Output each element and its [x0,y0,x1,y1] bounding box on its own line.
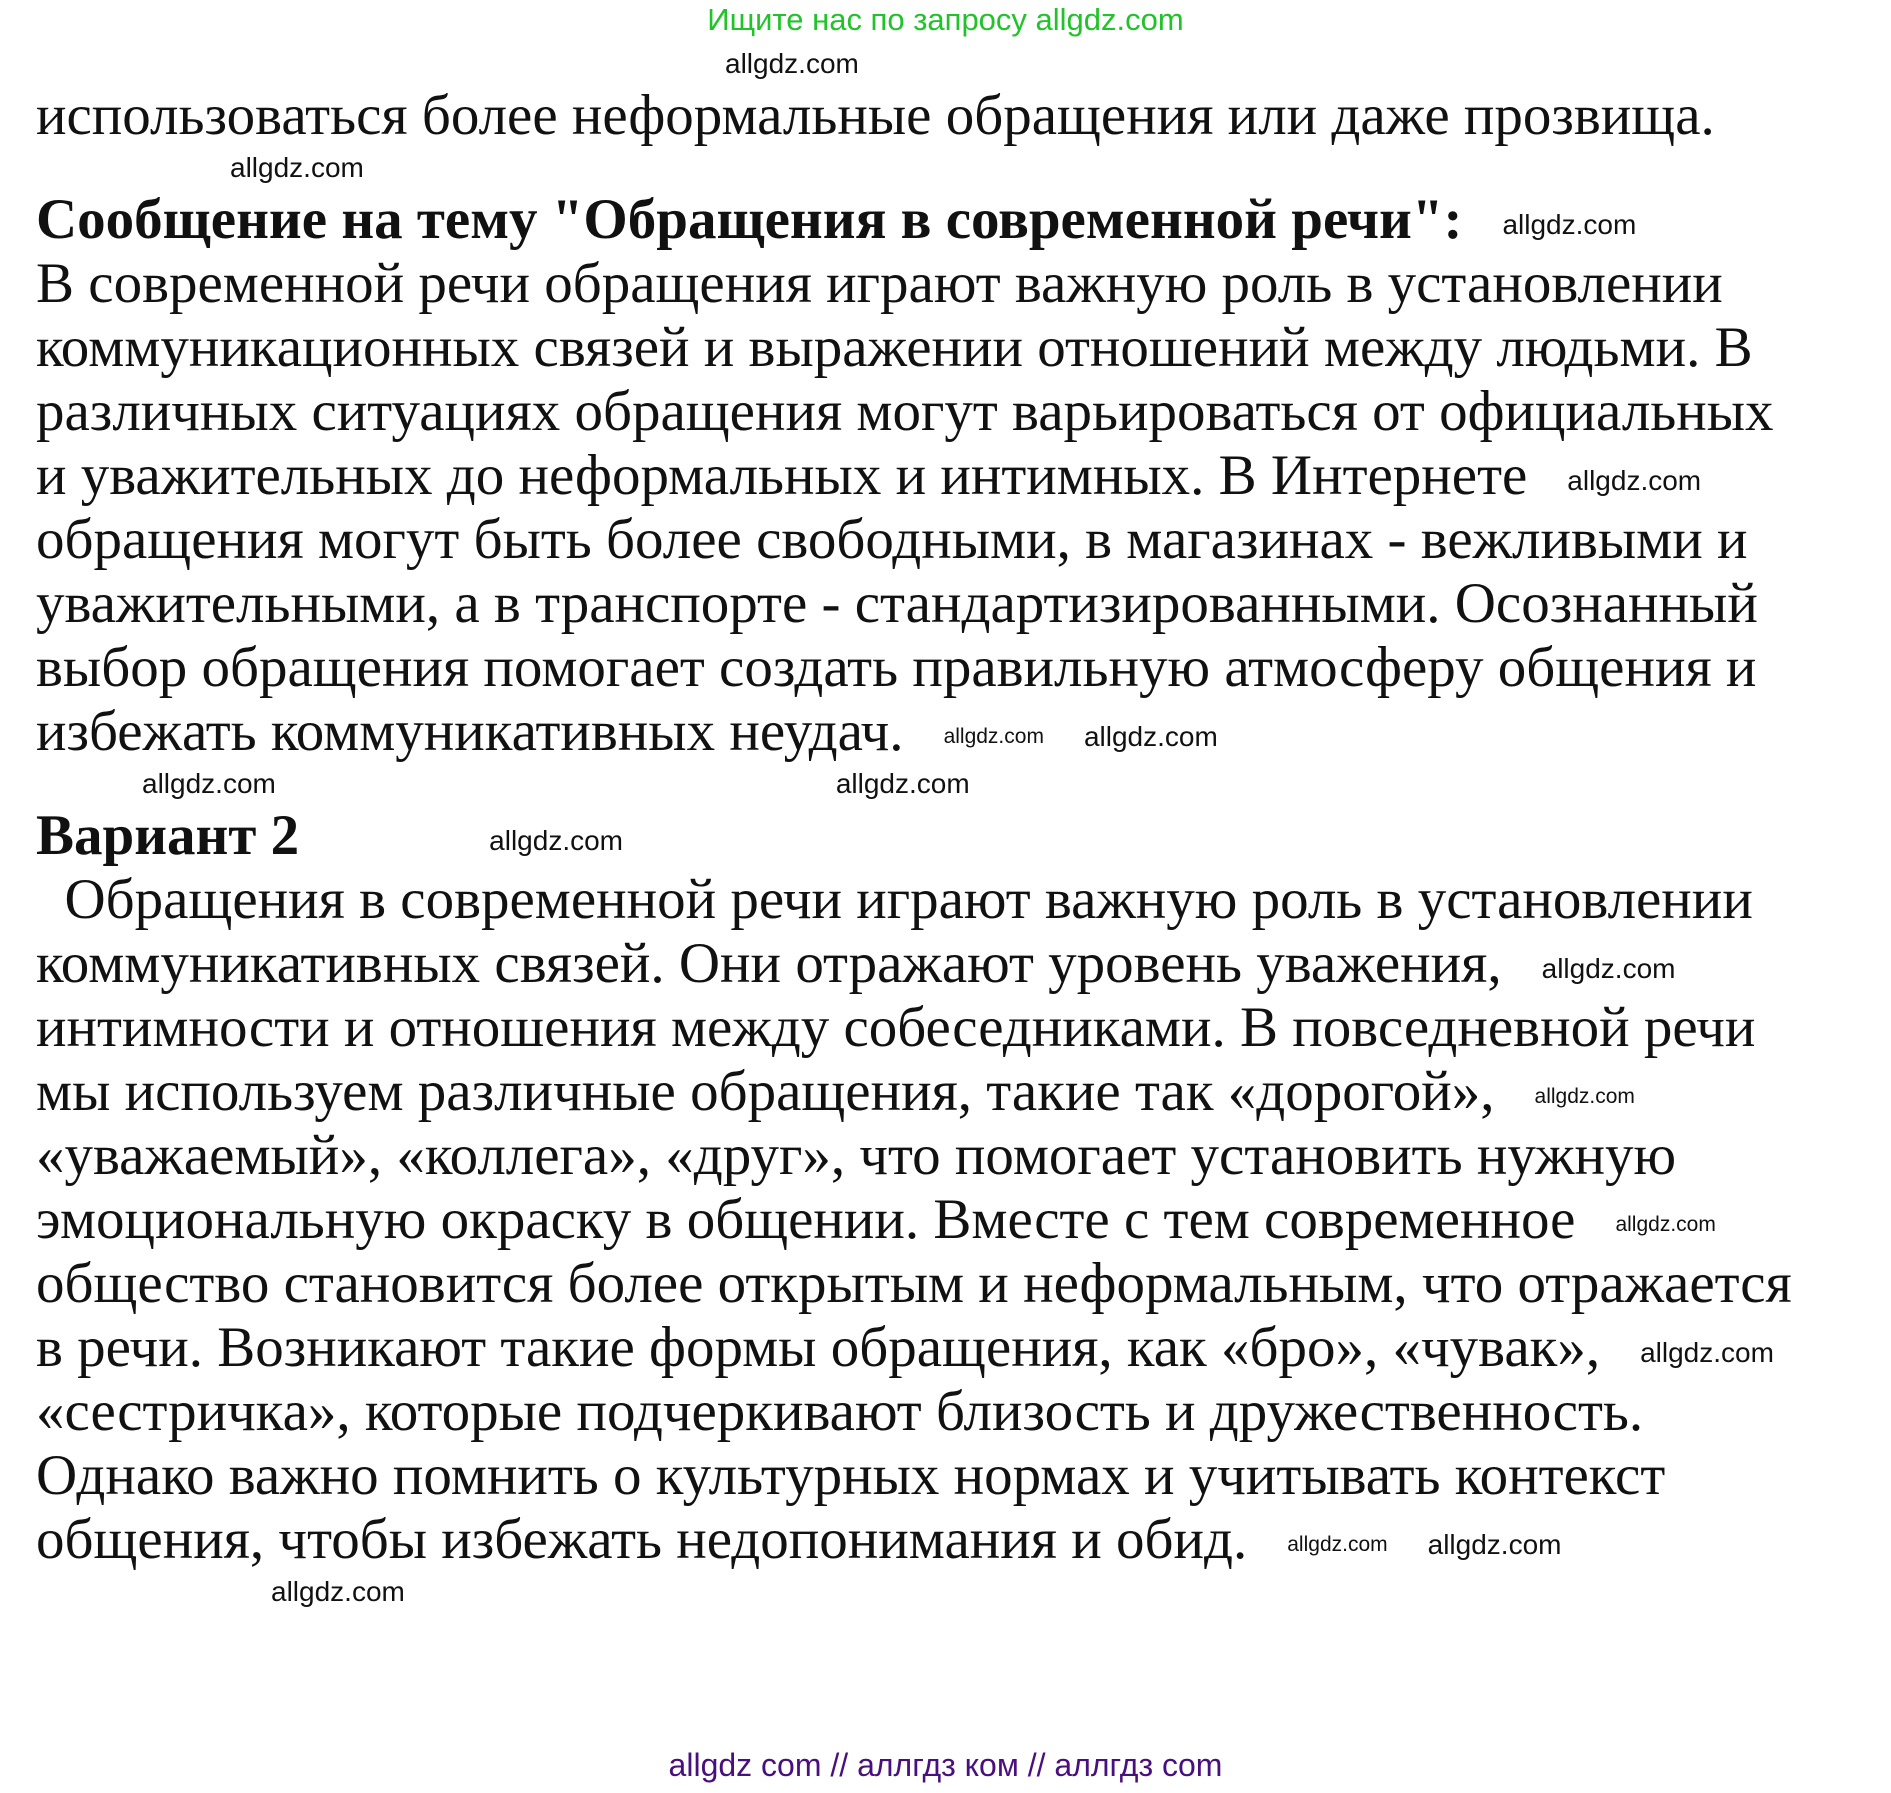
text-line: эмоциональную окраску в общении. Вместе с тем современное [36,1188,1576,1251]
text-line: в речи. Возникают такие формы обращения, как «бро», «чувак», [36,1316,1601,1379]
text-line-row [36,932,1891,996]
text-line: «уважаемый», «коллега», «друг», что помогает установить нужную [36,1124,1677,1187]
watermark: allgdz.com [835,768,970,800]
text-line: уважительными, а в транспорте - стандартизированными. Осознанный [36,572,1758,635]
watermark: allgdz.com [725,48,859,80]
footer-links: allgdz com // аллгдз ком // аллгдз com [668,1747,1223,1783]
text-line-row [36,1188,1891,1252]
section2-heading-row [36,804,1891,868]
watermark: allgdz.com [1502,208,1637,240]
text-line: общения, чтобы избежать недопонимания и обид. [36,1508,1248,1571]
section1-heading-row [36,188,1891,252]
section1-heading: Сообщение на тему "Обращения в современной речи": [36,188,1463,251]
watermark-row [36,148,1891,188]
watermark: allgdz.com [489,824,623,856]
text-line-row [36,1508,1891,1572]
text-line-row [36,1316,1891,1380]
text-line: мы используем различные обращения, такие так «дорогой», [36,1060,1495,1123]
watermark: allgdz.com [142,768,276,800]
text-line: общество становится более открытым и неформальным, что отражается [36,1252,1792,1315]
watermark: allgdz.com [1640,1336,1774,1368]
text-line: «сестричка», которые подчеркивают близость и дружественность. [36,1380,1644,1443]
watermark-row [36,764,1891,804]
section2-heading: Вариант 2 [36,804,300,867]
watermark: allgdz.com [271,1576,405,1608]
watermark-row [36,1572,1891,1612]
text-line: выбор обращения помогает создать правильную атмосферу общения и [36,636,1757,699]
text-line-row [36,1060,1891,1124]
text-line: Обращения в современной речи играют важную роль в установлении [36,868,1753,931]
watermark: allgdz.com [1427,1528,1562,1560]
header-banner: Ищите нас по запросу allgdz.com [707,2,1184,37]
watermark: allgdz.com [1287,1532,1388,1556]
text-line-row [36,700,1891,764]
text-line: коммуникационных связей и выражении отношений между людьми. В [36,316,1753,379]
text-line: обращения могут быть более свободными, в магазинах - вежливыми и [36,508,1748,571]
text-line-row [36,444,1891,508]
watermark: allgdz.com [1083,720,1218,752]
watermark: allgdz.com [943,724,1044,748]
text-line: В современной речи обращения играют важную роль в установлении [36,252,1723,315]
watermark: allgdz.com [1615,1212,1716,1236]
watermark-row [36,44,1891,84]
text-line: избежать коммуникативных неудач. [36,700,904,763]
text-line: различных ситуациях обращения могут варьироваться от официальных [36,380,1774,443]
text-line: интимности и отношения между собеседниками. В повседневной речи [36,996,1756,1059]
text-line: Однако важно помнить о культурных нормах и учитывать контекст [36,1444,1666,1507]
intro-line: использоваться более неформальные обращения или даже прозвища. [36,84,1715,147]
text-line: и уважительных до неформальных и интимных. В Интернете [36,444,1528,507]
text-line: коммуникативных связей. Они отражают уровень уважения, [36,932,1502,995]
watermark: allgdz.com [1567,464,1702,496]
watermark: allgdz.com [1534,1084,1635,1108]
document-body [0,44,1891,1612]
watermark: allgdz.com [230,152,364,184]
watermark: allgdz.com [1541,952,1676,984]
